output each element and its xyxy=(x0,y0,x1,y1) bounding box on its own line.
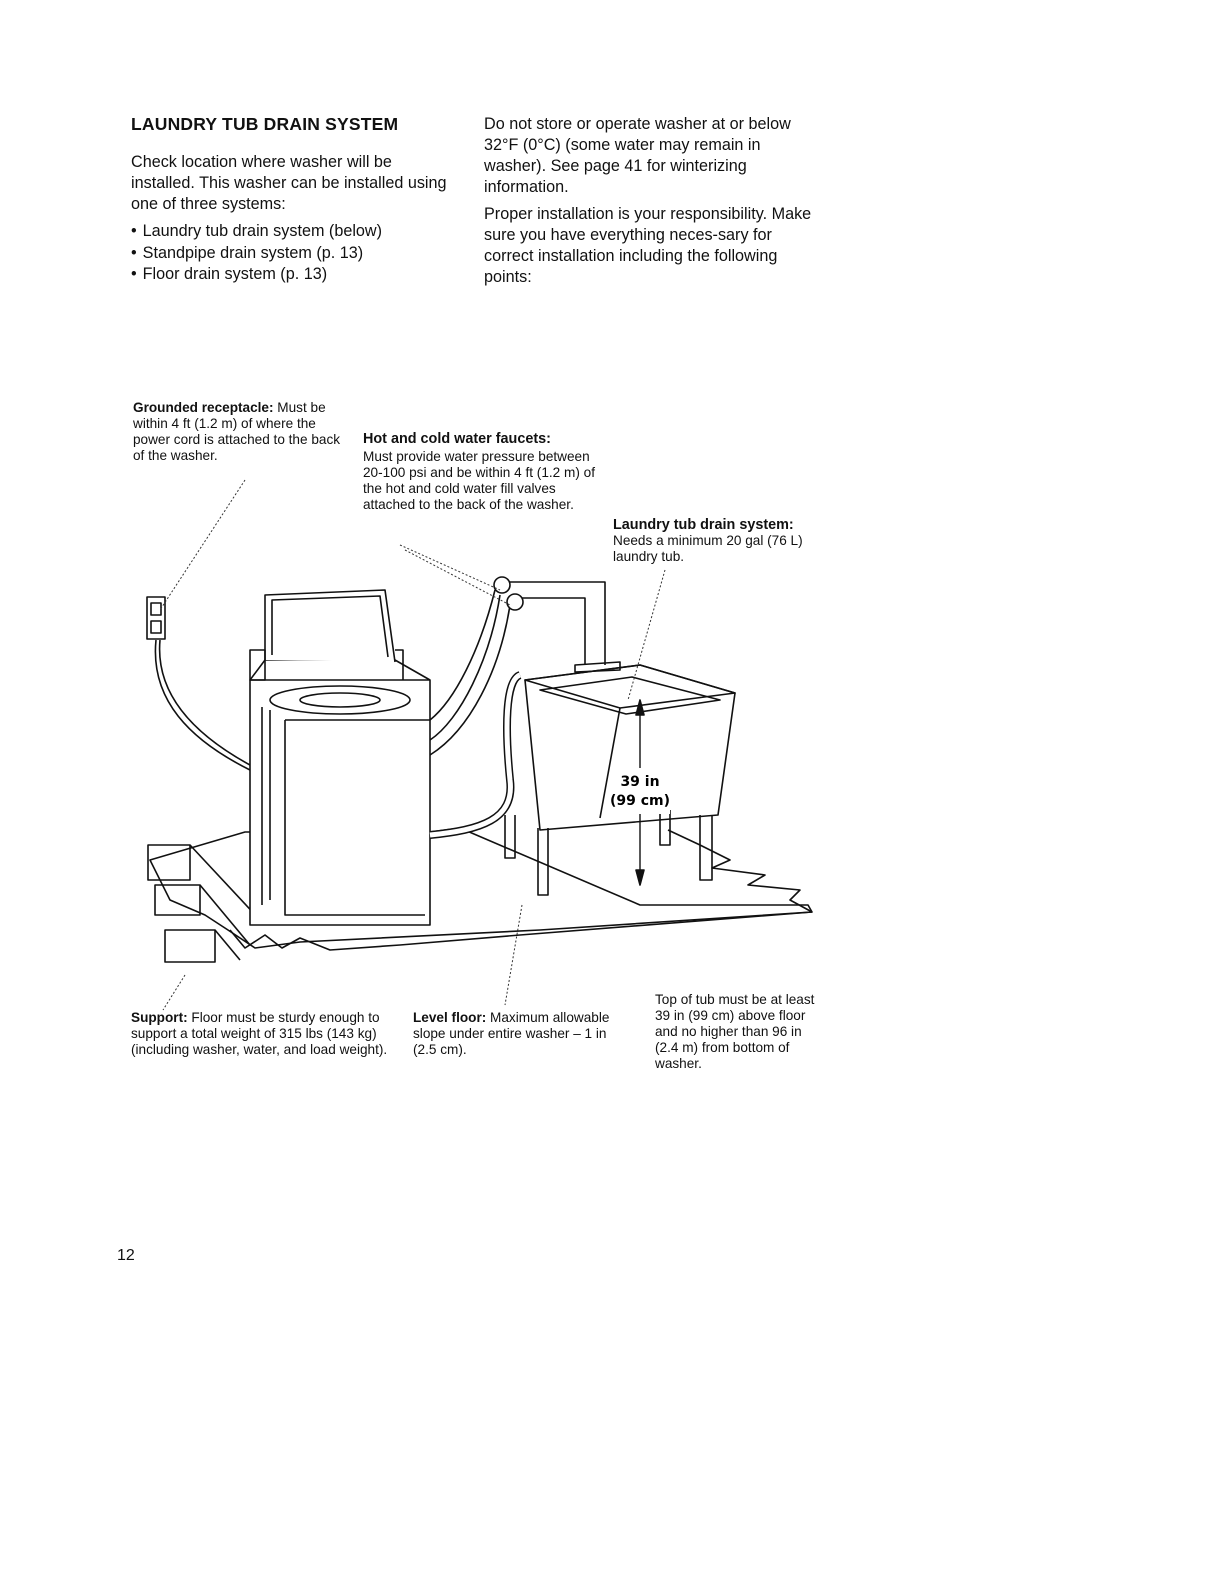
list-item: • Laundry tub drain system (below) xyxy=(131,221,451,243)
list-item: • Floor drain system (p. 13) xyxy=(131,264,451,286)
callout-text: Must provide water pressure between 20-100 psi and be within 4 ft (1.2 m) of the hot and cold water fill valves attached to the back of the washer. xyxy=(363,449,595,512)
installation-note: Proper installation is your responsibility. Make sure you have everything neces-sary for correct installation including the following points: xyxy=(484,205,812,286)
washer xyxy=(250,590,430,925)
callout-label: Grounded receptacle: xyxy=(133,400,274,415)
page-number: 12 xyxy=(117,1247,135,1264)
callout-water-faucets xyxy=(363,431,598,513)
callout-tub-height xyxy=(655,992,820,1072)
callout-text: Maximum allowable slope under entire washer – 1 in (2.5 cm). xyxy=(413,1010,610,1057)
section-heading: LAUNDRY TUB DRAIN SYSTEM xyxy=(131,114,399,134)
callout-label: Level floor: xyxy=(413,1010,487,1025)
fill-hoses xyxy=(430,595,500,740)
intro-text: Check location where washer will be installed. This washer can be installed using one of three systems: xyxy=(131,153,447,213)
floor-zigzag xyxy=(668,830,812,912)
power-cord xyxy=(155,640,250,770)
callout-tub-drain xyxy=(613,517,828,565)
callout-label: Hot and cold water faucets: xyxy=(363,431,551,447)
winterizing-note: Do not store or operate washer at or below 32°F (0°C) (some water may remain in washer). See page 41 for winterizing information. xyxy=(484,115,791,196)
faucet-pipes xyxy=(494,577,605,665)
callout-label: Laundry tub drain system: xyxy=(613,517,794,533)
callout-label: Support: xyxy=(131,1010,188,1025)
callout-text: Needs a minimum 20 gal (76 L) laundry tub. xyxy=(613,533,803,564)
callout-grounded-receptacle xyxy=(133,400,348,464)
wall-outlet xyxy=(147,597,165,639)
callout-text: Must be within 4 ft (1.2 m) of where the power cord is attached to the back of the washer. xyxy=(133,400,341,463)
callout-text: Floor must be sturdy enough to support a total weight of 315 lbs (143 kg) (including washer, water, and load weight). xyxy=(131,1010,388,1057)
callout-level-floor xyxy=(413,1010,628,1058)
measurement-imperial: 39 in xyxy=(620,774,660,790)
callout-support xyxy=(131,1010,391,1058)
list-item: • Standpipe drain system (p. 13) xyxy=(131,243,451,265)
callout-text: Top of tub must be at least 39 in (99 cm) above floor and no higher than 96 in (2.4 m) from bottom of washer. xyxy=(655,992,815,1071)
measurement-metric: (99 cm) xyxy=(609,793,671,809)
